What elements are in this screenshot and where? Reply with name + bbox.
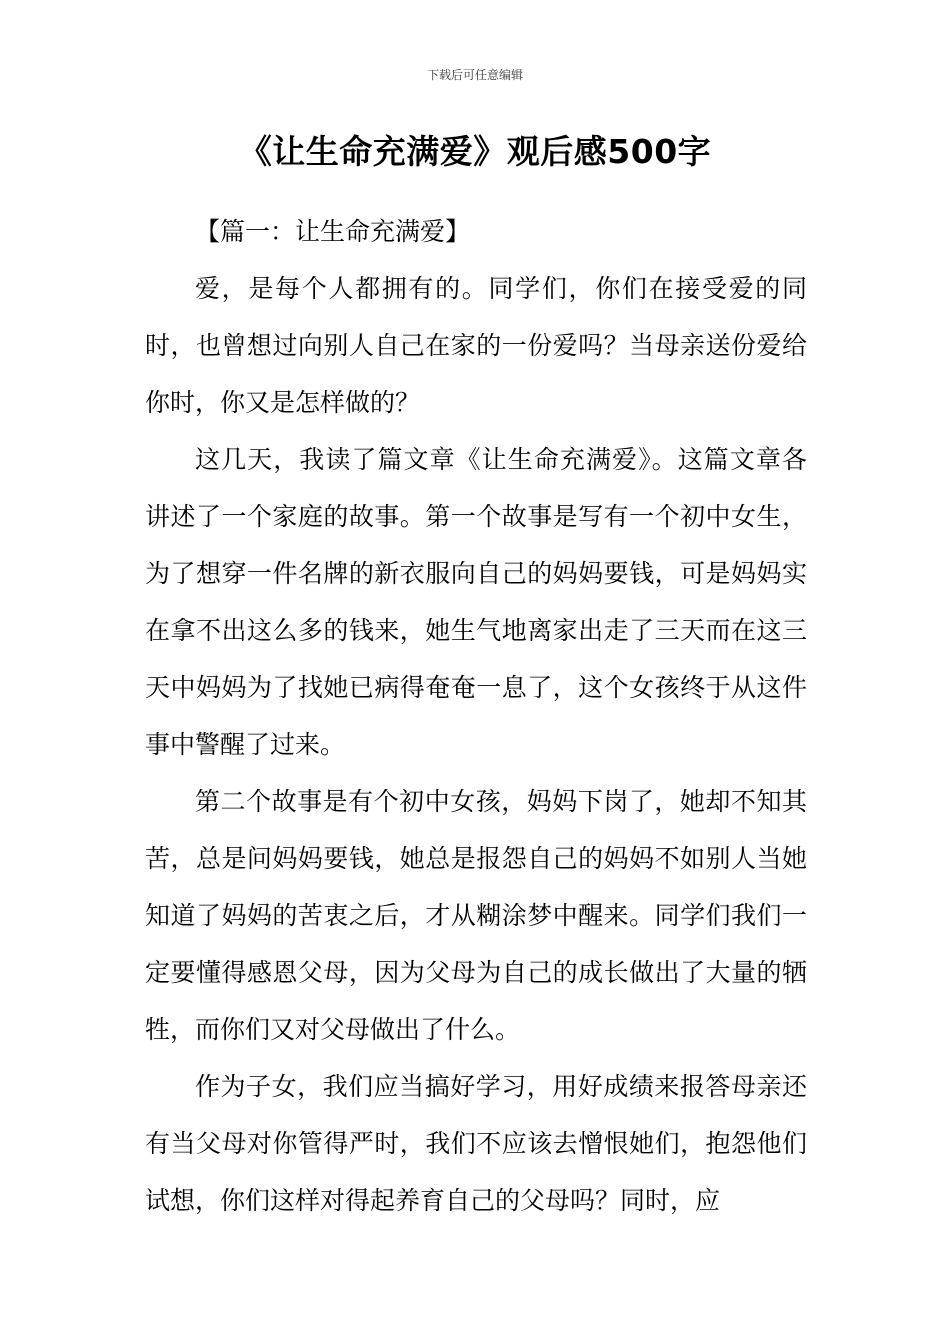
header-note: 下载后可任意编辑 — [426, 68, 523, 82]
document-title: 《让生命充满爱》观后感500字 — [238, 132, 712, 171]
paragraph: 这几天，我读了篇文章《让生命充满爱》。这篇文章各讲述了一个家庭的故事。第一个故事是写有一个初中女生，为了想穿一件名牌的新衣服向自己的妈妈要钱，可是妈妈实在拿不出这么多的钱来，她生气地离家出走了三天而在这三天中妈妈为了找她已病得奄奄一息了，这个女孩终于从这件事中警醒了过来。 — [145, 445, 807, 759]
document-body — [145, 203, 807, 1229]
paragraph: 作为子女，我们应当搞好学习，用好成绩来报答母亲还有当父母对你管得严时，我们不应该去憎恨她们，抱怨他们试想，你们这样对得起养育自己的父母吗？同时，应 — [145, 1072, 807, 1215]
section-heading: 【篇一：让生命充满爱】 — [195, 217, 471, 246]
paragraph: 爱，是每个人都拥有的。同学们，你们在接受爱的同时，也曾想过向别人自己在家的一份爱吗？当母亲送份爱给你时，你又是怎样做的？ — [145, 274, 807, 417]
paragraph: 第二个故事是有个初中女孩，妈妈下岗了，她却不知其苦，总是问妈妈要钱，她总是报怨自己的妈妈不如别人当她知道了妈妈的苦衷之后，才从糊涂梦中醒来。同学们我们一定要懂得感恩父母，因为父母为自己的成长做出了大量的牺牲，而你们又对父母做出了什么。 — [145, 787, 807, 1044]
